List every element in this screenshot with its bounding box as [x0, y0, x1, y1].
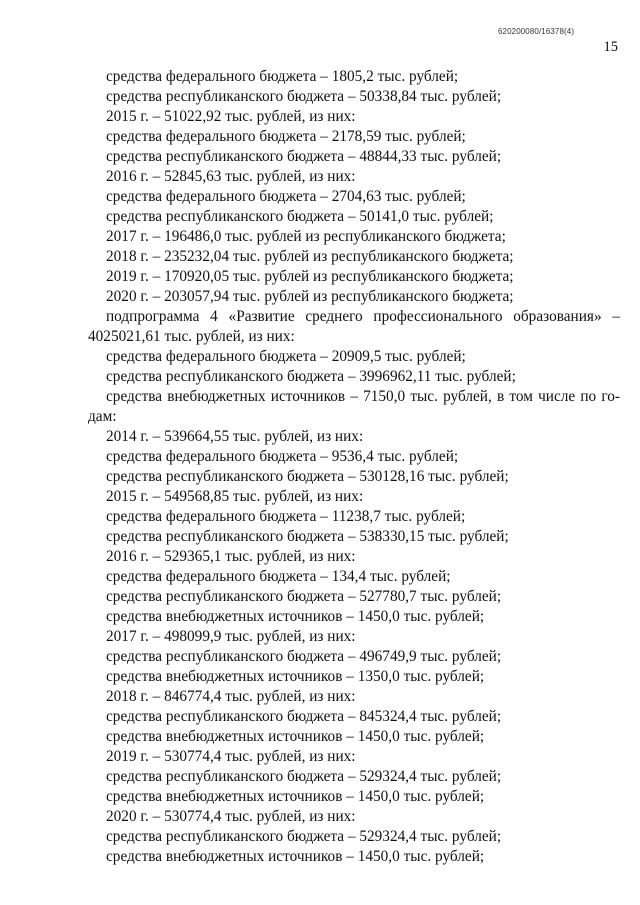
text-line: средства федерального бюджета – 11238,7 тыс. рублей;	[106, 508, 466, 525]
text-line: 2015 г. – 549568,85 тыс. рублей, из них:	[106, 488, 364, 505]
text-line: средства федерального бюджета – 134,4 тыс. рублей;	[106, 568, 451, 585]
text-line: 2019 г. – 530774,4 тыс. рублей, из них:	[106, 748, 356, 765]
text-line: средства республиканского бюджета – 50141,0 тыс. рублей;	[106, 208, 494, 225]
text-line: дам:	[88, 408, 117, 425]
text-line: средства республиканского бюджета – 496749,9 тыс. рублей;	[106, 648, 502, 665]
text-line: средства внебюджетных источников – 1450,0 тыс. рублей;	[106, 728, 485, 745]
text-line: средства внебюджетных источников – 1450,0 тыс. рублей;	[106, 788, 485, 805]
text-line: средства федерального бюджета – 20909,5 тыс. рублей;	[106, 348, 466, 365]
text-line: средства республиканского бюджета – 529324,4 тыс. рублей;	[106, 828, 502, 845]
text-line: средства федерального бюджета – 2178,59 тыс. рублей;	[106, 128, 466, 145]
text-line: средства республиканского бюджета – 845324,4 тыс. рублей;	[106, 708, 502, 725]
text-line: 2017 г. – 498099,9 тыс. рублей, из них:	[106, 628, 356, 645]
text-line: средства внебюджетных источников – 1450,0 тыс. рублей;	[106, 608, 485, 625]
text-line: средства республиканского бюджета – 530128,16 тыс. рублей;	[106, 468, 509, 485]
text-line: 2020 г. – 530774,4 тыс. рублей, из них:	[106, 808, 356, 825]
text-line: средства внебюджетных источников – 1450,0 тыс. рублей;	[106, 848, 485, 865]
text-line: средства республиканского бюджета – 3996962,11 тыс. рублей;	[106, 368, 516, 385]
text-line: подпрограмма 4 «Развитие среднего профессионального образования» –	[106, 308, 620, 325]
text-line: 2019 г. – 170920,05 тыс. рублей из республиканского бюджета;	[106, 268, 514, 285]
text-line: средства федерального бюджета – 2704,63 тыс. рублей;	[106, 188, 466, 205]
text-line: 4025021,61 тыс. рублей, из них:	[88, 328, 295, 345]
text-line: 2016 г. – 529365,1 тыс. рублей, из них:	[106, 548, 356, 565]
document-id: 620200080/16378(4)	[498, 27, 575, 36]
text-line: средства республиканского бюджета – 50338,84 тыс. рублей;	[106, 88, 502, 105]
text-line: средства внебюджетных источников – 1350,0 тыс. рублей;	[106, 668, 485, 685]
text-line: средства республиканского бюджета – 527780,7 тыс. рублей;	[106, 588, 502, 605]
text-line: 2017 г. – 196486,0 тыс. рублей из республиканского бюджета;	[106, 228, 506, 245]
text-line: средства федерального бюджета – 1805,2 тыс. рублей;	[106, 68, 459, 85]
text-line: 2020 г. – 203057,94 тыс. рублей из республиканского бюджета;	[106, 288, 514, 305]
text-line: 2015 г. – 51022,92 тыс. рублей, из них:	[106, 108, 356, 125]
text-line: средства федерального бюджета – 9536,4 тыс. рублей;	[106, 448, 459, 465]
document-body	[88, 67, 620, 867]
text-line: 2018 г. – 235232,04 тыс. рублей из республиканского бюджета;	[106, 248, 514, 265]
text-line: 2018 г. – 846774,4 тыс. рублей, из них:	[106, 688, 356, 705]
text-line: 2016 г. – 52845,63 тыс. рублей, из них:	[106, 168, 356, 185]
text-line: средства внебюджетных источников – 7150,0 тыс. рублей, в том числе по го-	[106, 388, 620, 405]
text-line: средства республиканского бюджета – 538330,15 тыс. рублей;	[106, 528, 509, 545]
text-line: средства республиканского бюджета – 48844,33 тыс. рублей;	[106, 148, 502, 165]
page-number: 15	[603, 39, 618, 55]
text-line: 2014 г. – 539664,55 тыс. рублей, из них:	[106, 428, 364, 445]
text-line: средства республиканского бюджета – 529324,4 тыс. рублей;	[106, 768, 502, 785]
